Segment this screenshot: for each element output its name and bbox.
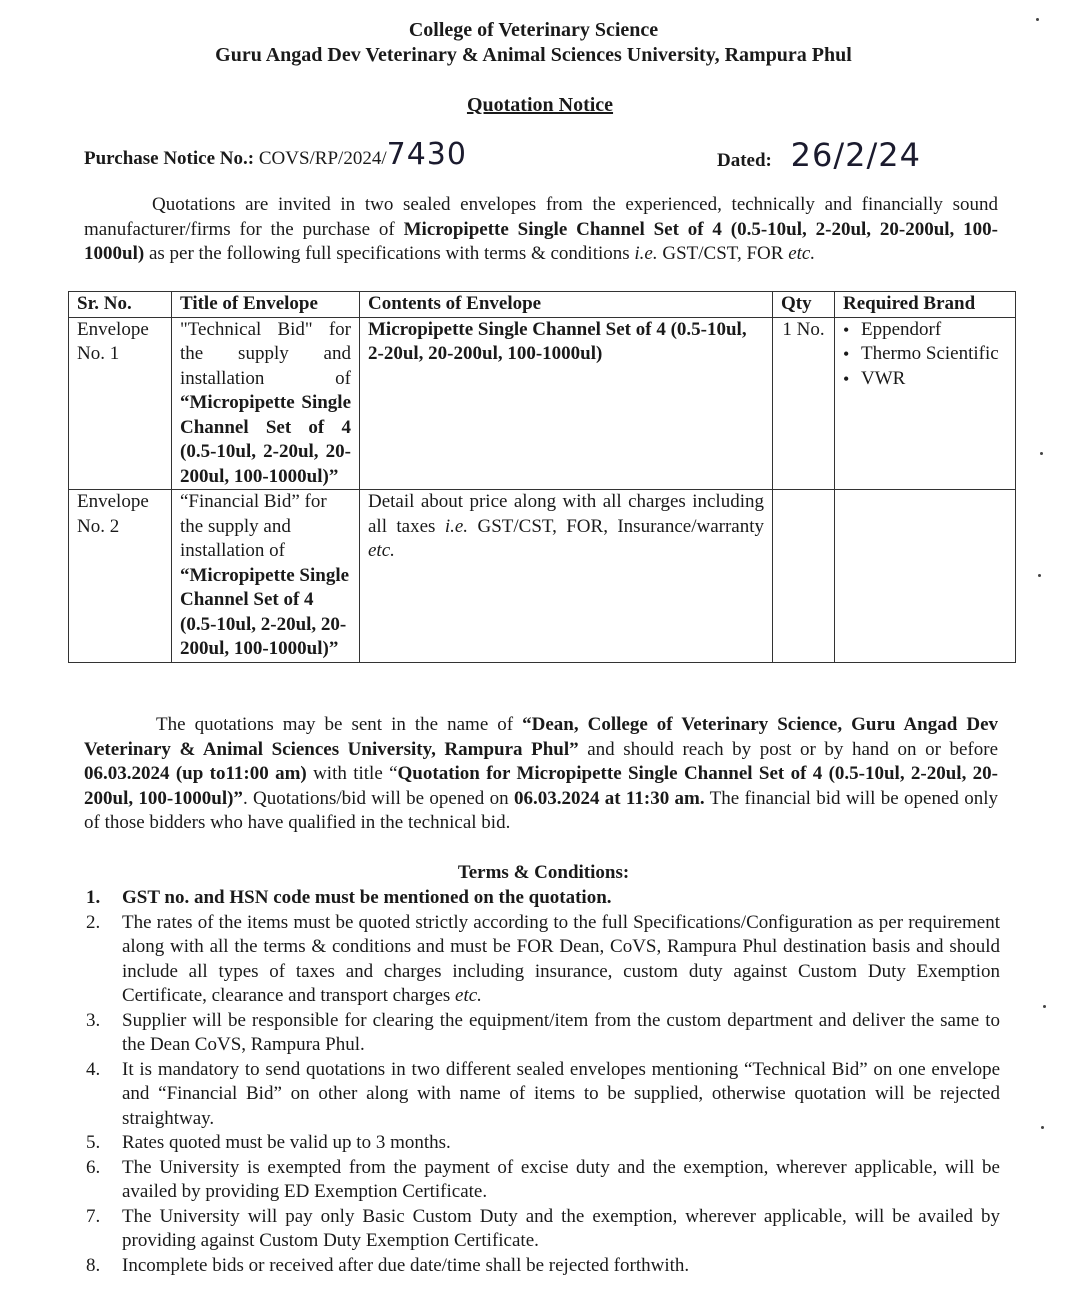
submission-text-2: and should reach by post or by hand on or before	[578, 738, 998, 760]
envelope-2-contents-text-2: GST/CST, FOR, Insurance/warranty	[468, 515, 764, 537]
purchase-notice-number	[84, 137, 467, 172]
header-title-of-envelope: Title of Envelope	[172, 292, 360, 318]
envelope-2-contents-etc: etc.	[368, 540, 395, 561]
term-etc: etc.	[455, 985, 482, 1006]
submission-text-5: The financial bid will be opened only of those bidders who have qualified in the technical bid.	[84, 787, 998, 833]
notice-date	[717, 136, 921, 174]
list-item: • Thermo Scientific	[861, 342, 1007, 367]
submission-paragraph	[84, 713, 998, 836]
term-text: Rates quoted must be valid up to 3 months.	[122, 1132, 451, 1153]
term-number: 7.	[86, 1205, 101, 1227]
submission-text-1: The quotations may be sent in the name of	[156, 714, 523, 735]
university-name: Guru Angad Dev Veterinary & Animal Sciences University, Rampura Phul	[215, 44, 852, 66]
envelope-table	[68, 291, 1016, 663]
list-item	[84, 1058, 1000, 1132]
scan-speck	[1036, 18, 1039, 21]
handwritten-date: 26/2/24	[790, 136, 921, 174]
intro-item: Micropipette Single Channel Set of 4 (0.5-10ul, 2-20ul, 20-200ul, 100-1000ul)	[84, 218, 998, 264]
envelope-2-qty	[773, 490, 835, 663]
envelope-1-sr: Envelope No. 1	[69, 317, 172, 490]
submission-opening: 06.03.2024 at 11:30 am.	[513, 787, 705, 809]
list-item	[84, 911, 1000, 1009]
intro-text-3: GST/CST, FOR	[657, 243, 789, 264]
term-text: The rates of the items must be quoted strictly according to the full Specifications/Configuration as per requirement along with all the terms & conditions and must be FOR Dean, CoVS, Rampura Phul destination basis and should include all types of taxes and charges including insurance, custom duty against Custom Duty Exemption Certificate, clearance and transport charges	[122, 911, 1000, 1006]
term-number: 4.	[86, 1058, 101, 1080]
envelope-2-sr: Envelope No. 2	[69, 490, 172, 663]
scan-speck	[1040, 452, 1043, 455]
intro-etc: etc.	[788, 243, 816, 264]
envelope-2-contents-ie: i.e.	[444, 515, 469, 537]
envelope-1-contents	[360, 317, 773, 490]
term-text: Incomplete bids or received after due date/time shall be rejected forthwith.	[122, 1254, 690, 1276]
list-item: • VWR	[861, 367, 1007, 392]
college-name: College of Veterinary Science	[408, 19, 659, 41]
brand-list	[843, 318, 1007, 392]
scan-speck	[1038, 574, 1041, 577]
envelope-2-title	[172, 490, 360, 663]
scan-speck	[1041, 1126, 1044, 1129]
table-row	[69, 490, 1016, 663]
terms-title: Terms & Conditions:	[457, 862, 630, 883]
table-row	[69, 317, 1016, 490]
envelope-1-title-text: "Technical Bid" for the supply and installation of	[180, 318, 351, 389]
envelope-2-brands	[835, 490, 1016, 663]
header-required-brand: Required Brand	[835, 292, 1016, 318]
submission-title: Quotation for Micropipette Single Channel Set of 4 (0.5-10ul, 2-20ul, 20-200ul, 100-1000ul)”	[84, 763, 999, 809]
term-text: GST no. and HSN code must be mentioned on the quotation.	[122, 887, 612, 908]
table-header-row	[69, 292, 1016, 318]
term-text: It is mandatory to send quotations in two different sealed envelopes mentioning “Technical Bid” on one envelope and “Financial Bid” on other along with name of items to be supplied, otherwise quotation will be rejected straightway.	[122, 1058, 1000, 1129]
header-qty: Qty	[773, 292, 835, 318]
submission-text-3: with title “	[306, 763, 398, 784]
envelope-1-contents-item: Micropipette Single Channel Set of 4 (0.5-10ul, 2-20ul, 20-200ul, 100-1000ul)	[368, 318, 747, 364]
notice-title: Quotation Notice	[466, 94, 614, 116]
term-number: 6.	[86, 1156, 101, 1178]
list-item	[84, 1131, 1000, 1156]
header-contents-of-envelope: Contents of Envelope	[360, 292, 773, 318]
purchase-notice-label: Purchase Notice No.:	[84, 148, 255, 169]
envelope-1-qty: 1 No.	[773, 317, 835, 490]
intro-paragraph	[84, 193, 998, 267]
intro-text-1: Quotations are invited in two sealed envelopes from the experienced, technically and financially sound manufacturer/firms for the purchase of	[84, 194, 998, 240]
submission-text-4: . Quotations/bid will be opened on	[242, 787, 514, 809]
envelope-2-contents	[360, 490, 773, 663]
term-number: 5.	[86, 1132, 101, 1153]
envelope-1-title	[172, 317, 360, 490]
dated-label: Dated:	[717, 150, 772, 171]
term-text: Supplier will be responsible for clearing the equipment/item from the custom department and deliver the same to the Dean CoVS, Rampura Phul.	[122, 1009, 1000, 1055]
list-item	[84, 1009, 1000, 1058]
purchase-notice-prefix: COVS/RP/2024/	[258, 148, 387, 169]
term-number: 1.	[86, 887, 101, 908]
handwritten-number: 7430	[386, 137, 467, 172]
submission-addressee: “Dean, College of Veterinary Science, Guru Angad Dev Veterinary & Animal Sciences University, Rampura Phul”	[84, 714, 998, 760]
envelope-2-title-text: “Financial Bid” for the supply and installation of	[180, 491, 327, 561]
envelope-1-title-item: “Micropipette Single Channel Set of 4 (0.5-10ul, 2-20ul, 20-200ul, 100-1000ul)”	[180, 392, 351, 487]
term-text: The University is exempted from the payment of excise duty and the exemption, wherever applicable, will be availed by providing ED Exemption Certificate.	[122, 1156, 1000, 1202]
scan-speck	[1043, 1005, 1046, 1008]
list-item	[84, 1205, 1000, 1254]
term-number: 8.	[86, 1254, 101, 1276]
term-number: 2.	[86, 911, 101, 933]
term-number: 3.	[86, 1009, 101, 1031]
header-sr-no: Sr. No.	[69, 292, 172, 318]
envelope-1-brands	[835, 317, 1016, 490]
list-item	[84, 1156, 1000, 1205]
list-item	[84, 1254, 1000, 1279]
submission-deadline: 06.03.2024 (up to11:00 am)	[84, 763, 307, 784]
intro-text-2: as per the following full specifications with terms & conditions	[144, 243, 635, 264]
term-text: The University will pay only Basic Custom Duty and the exemption, wherever applicable, will be availed by providing against Custom Duty Exemption Certificate.	[122, 1205, 1000, 1251]
envelope-2-title-item: “Micropipette Single Channel Set of 4 (0.5-10ul, 2-20ul, 20-200ul, 100-1000ul)”	[180, 564, 350, 659]
terms-list	[84, 886, 1000, 1278]
envelope-2-contents-text-1: Detail about price along with all charges including all taxes	[368, 491, 764, 537]
list-item	[84, 886, 1000, 911]
list-item: • Eppendorf	[861, 318, 1007, 343]
intro-ie: i.e.	[634, 243, 658, 264]
